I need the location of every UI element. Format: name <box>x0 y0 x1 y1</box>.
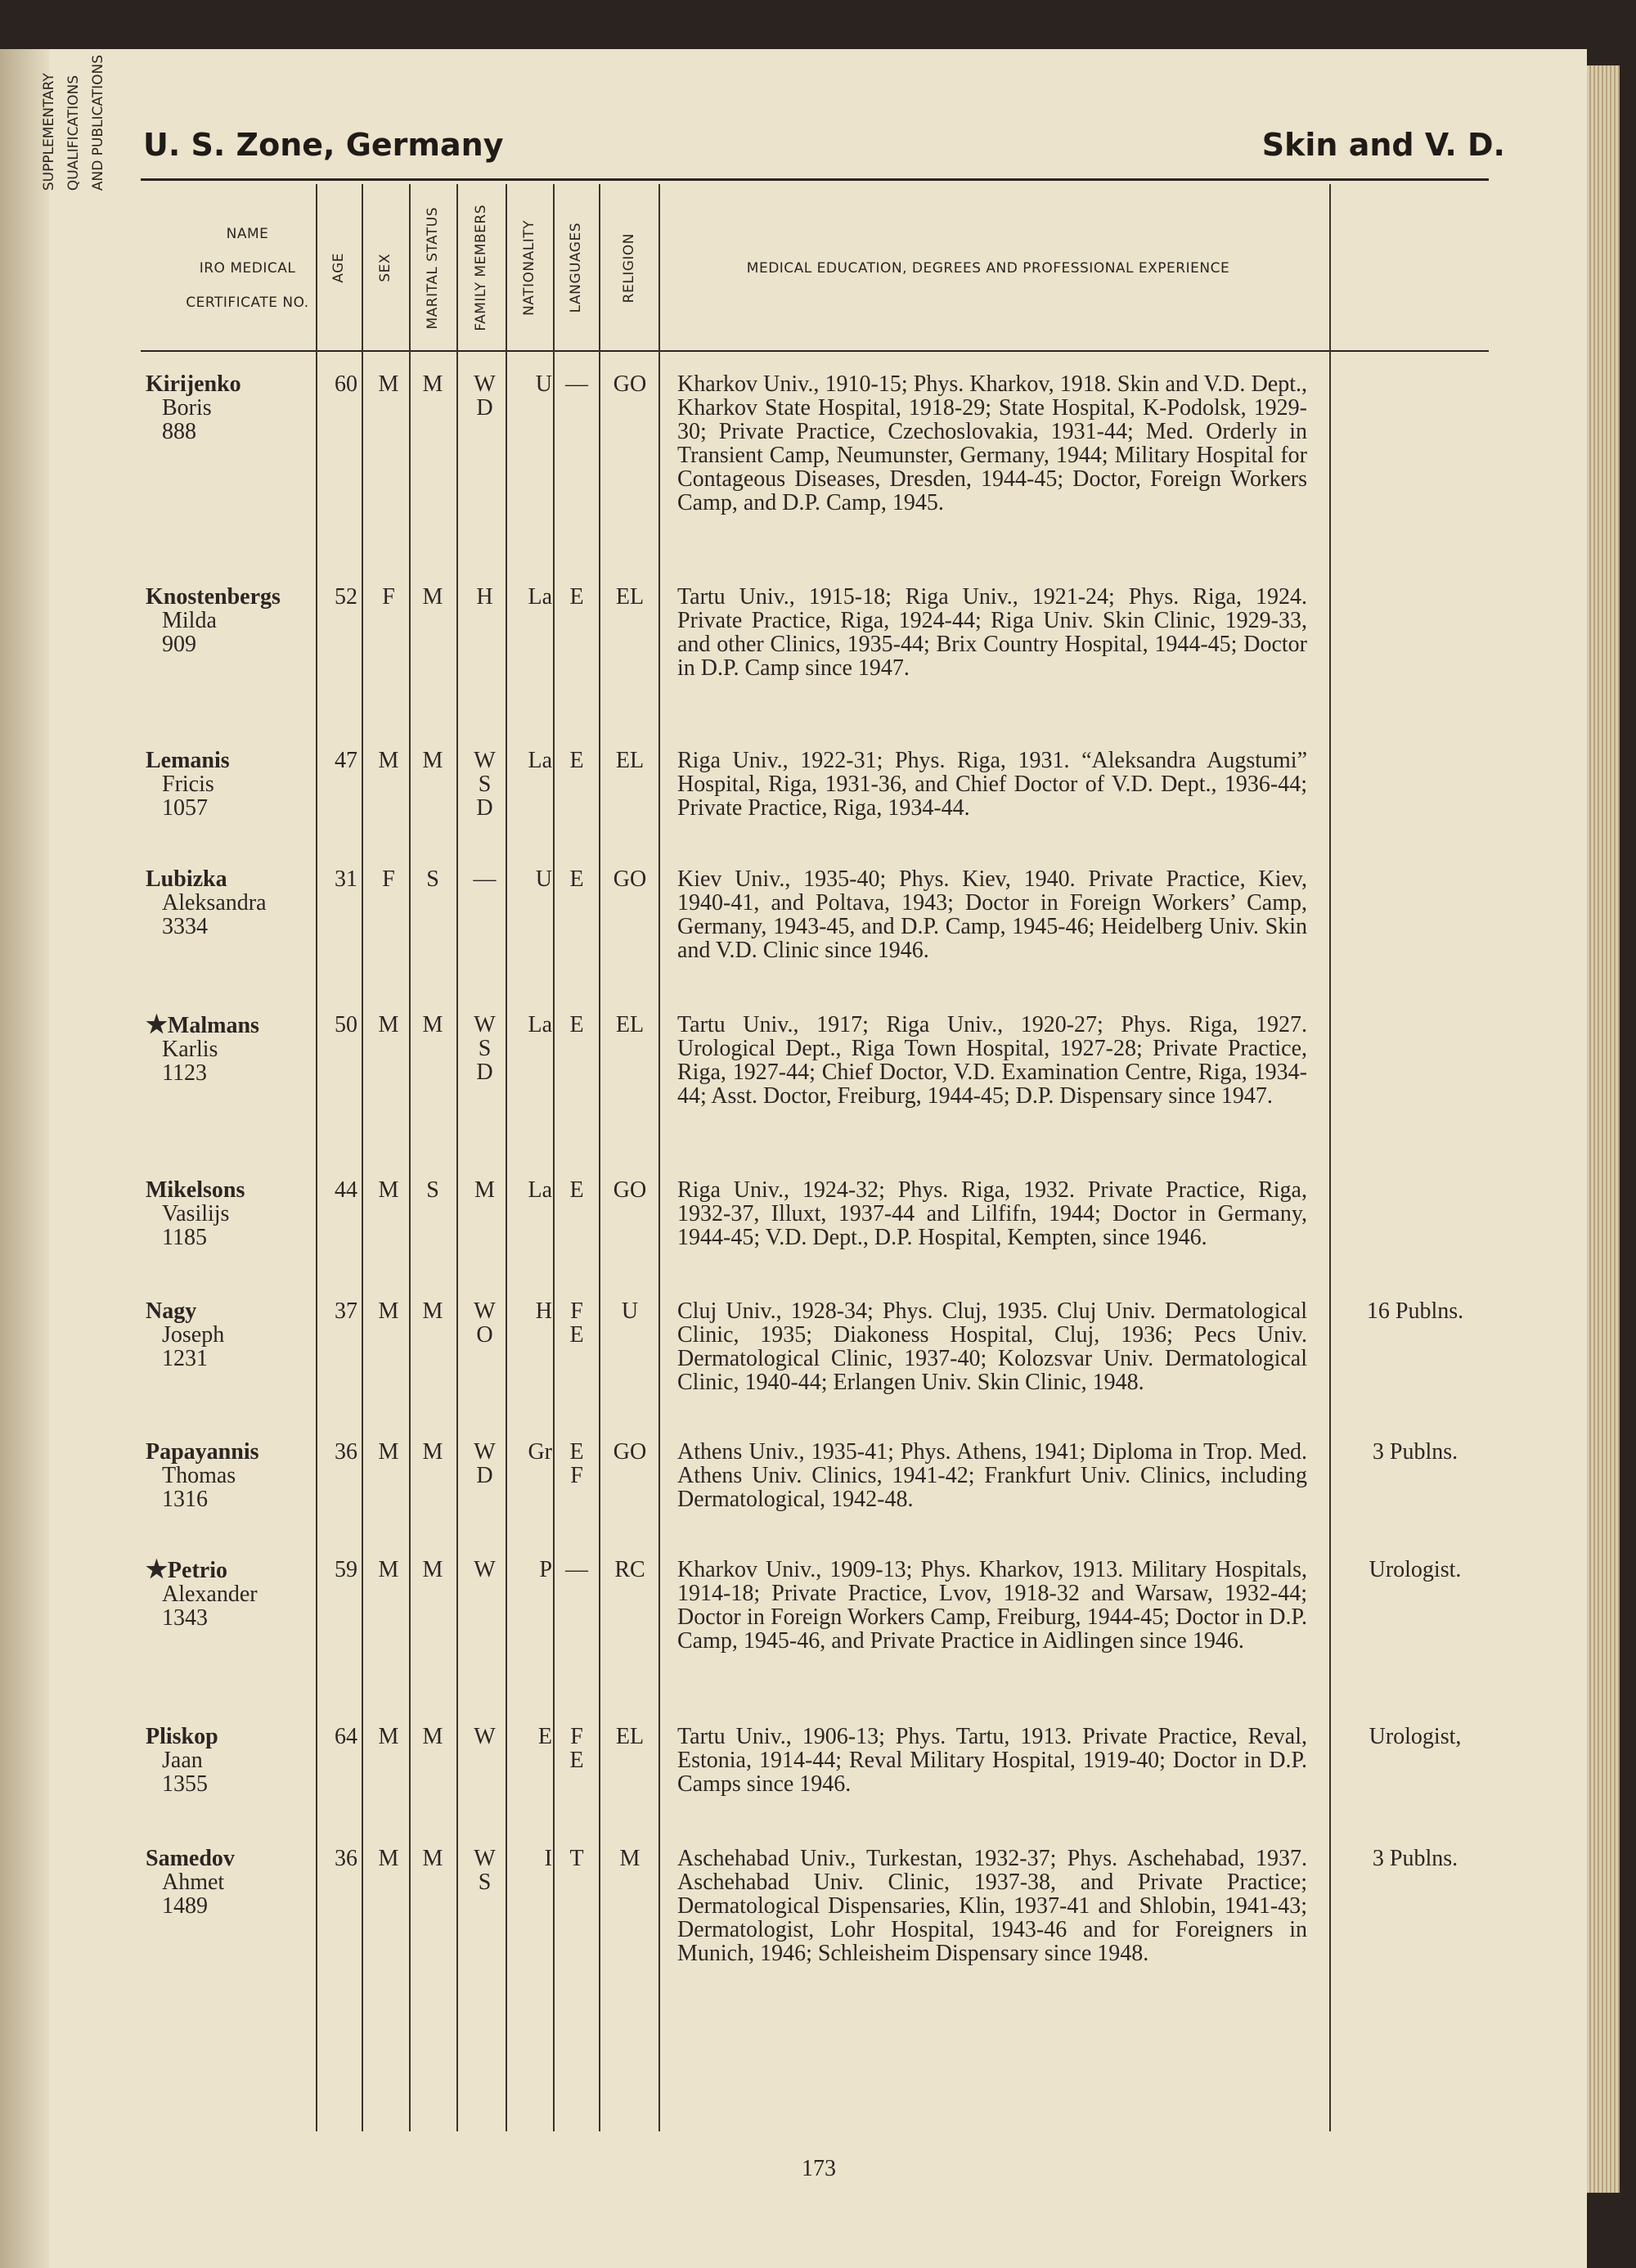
age-cell: 64 <box>335 1724 357 1749</box>
column-rule <box>658 184 660 2131</box>
certificate-number: 1489 <box>162 1893 208 1919</box>
sex-cell: M <box>378 748 399 773</box>
family-members-cell: W <box>474 1724 496 1749</box>
surname: Papayannis <box>146 1439 259 1465</box>
column-rule <box>506 184 507 2131</box>
languages-cell: T <box>569 1846 584 1871</box>
nationality-cell: U <box>535 866 552 892</box>
family-members-cell: W D <box>474 1439 496 1488</box>
given-name: Fricis <box>162 772 214 797</box>
col-header-sex <box>362 192 409 344</box>
sex-cell: M <box>378 1012 399 1037</box>
given-name: Vasilijs <box>162 1201 230 1226</box>
star-icon: ★ <box>146 1011 168 1038</box>
languages-cell: — <box>565 1557 588 1582</box>
column-rule <box>362 184 363 2131</box>
education-cell: Tartu Univ., 1917; Riga Univ., 1920-27; Phys. Riga, 1927. Urological Dept., Riga Town Hospital, 1927-28; Private Practice, Riga, 1927-44; Chief Doctor, V.D. Examination Centre, Riga, 1934-44; Asst. Doctor, Freiburg, 1944-45; D.P. Dispensary since 1947. <box>677 1012 1307 1109</box>
surname: Lubizka <box>146 866 227 892</box>
col-header-marital <box>409 192 456 344</box>
nationality-cell: I <box>544 1846 552 1871</box>
family-members-cell: W <box>474 1557 496 1582</box>
supplementary-cell: 16 Publns. <box>1366 1298 1464 1324</box>
religion-cell: EL <box>615 1724 645 1749</box>
education-cell: Kharkov Univ., 1909-13; Phys. Kharkov, 1913. Military Hospitals, 1914-18; Private Practice, Lvov, 1918-32 and Warsaw, 1932-44; Doctor in Foreign Workers Camp, Freiburg, 1944-45; Doctor in D.P. Camp, 1945-46, and Private Practice in Aidlingen since 1946. <box>677 1557 1307 1654</box>
languages-cell: E <box>569 866 584 892</box>
sex-cell: M <box>378 1724 399 1749</box>
religion-cell: GO <box>613 866 647 892</box>
marital-status-cell: M <box>422 1012 443 1037</box>
religion-cell: U <box>621 1298 639 1324</box>
nationality-cell: H <box>535 1298 552 1324</box>
nationality-cell: E <box>537 1724 552 1749</box>
col-header-marital-label: MARITAL STATUS <box>425 206 441 330</box>
column-rule <box>553 184 555 2131</box>
age-cell: 47 <box>335 748 357 773</box>
col-header-languages <box>553 192 599 344</box>
surname: Mikelsons <box>146 1177 245 1203</box>
marital-status-cell: M <box>422 1439 443 1465</box>
surname: Petrio <box>167 1558 227 1583</box>
sex-cell: F <box>382 866 395 892</box>
col-header-languages-label: LANGUAGES <box>568 223 584 313</box>
education-cell: Riga Univ., 1922-31; Phys. Riga, 1931. “Aleksandra Augstumi” Hospital, Riga, 1931-36, and Chief Doctor of V.D. Dept., 1936-44; Private Practice, Riga, 1934-44. <box>677 748 1307 821</box>
age-cell: 52 <box>335 584 357 610</box>
col-header-age <box>316 192 362 344</box>
column-rule <box>599 184 600 2131</box>
surname: Pliskop <box>146 1724 218 1749</box>
col-header-name-line: IRO MEDICAL <box>199 260 296 277</box>
languages-cell: E F <box>569 1439 584 1488</box>
religion-cell: EL <box>615 584 645 610</box>
col-header-nationality <box>506 192 553 344</box>
languages-cell: F E <box>569 1298 584 1348</box>
header-top-rule <box>141 178 1489 181</box>
family-members-cell: W S D <box>474 1012 496 1085</box>
column-header-rule <box>141 350 1489 352</box>
marital-status-cell: M <box>422 1846 443 1871</box>
sex-cell: M <box>378 1439 399 1465</box>
education-cell: Cluj Univ., 1928-34; Phys. Cluj, 1935. Cluj Univ. Dermatological Clinic, 1935; Diakoness Hospital, Cluj, 1936; Pecs Univ. Dermatological Clinic, 1937-40; Kolozsvar Univ. Dermatological Clinic, 1940-44; Erlangen Univ. Skin Clinic, 1948. <box>677 1298 1307 1395</box>
family-members-cell: W S D <box>474 748 496 821</box>
marital-status-cell: M <box>422 1557 443 1582</box>
certificate-number: 1123 <box>162 1060 207 1086</box>
nationality-cell: U <box>535 371 552 397</box>
col-header-family-label: FAMILY MEMBERS <box>473 205 489 331</box>
given-name: Karlis <box>162 1037 218 1062</box>
nationality-cell: Gr <box>528 1439 552 1465</box>
given-name: Joseph <box>162 1322 225 1348</box>
age-cell: 37 <box>335 1298 357 1324</box>
col-header-name-line: NAME <box>226 226 269 242</box>
nationality-cell: P <box>539 1557 552 1582</box>
family-members-cell: W O <box>474 1298 496 1348</box>
page-edges <box>1587 65 1620 2193</box>
col-header-religion <box>599 192 658 344</box>
marital-status-cell: S <box>426 1177 439 1203</box>
nationality-cell: La <box>528 1012 552 1037</box>
star-icon: ★ <box>146 1556 168 1583</box>
education-cell: Tartu Univ., 1906-13; Phys. Tartu, 1913. Private Practice, Reval, Estonia, 1914-44; Reval Military Hospital, 1919-40; Doctor in D.P. Camps since 1946. <box>677 1724 1307 1797</box>
surname: Nagy <box>146 1298 197 1324</box>
col-header-name-line: CERTIFICATE NO. <box>186 295 309 311</box>
age-cell: 60 <box>335 371 357 397</box>
age-cell: 36 <box>335 1439 357 1465</box>
nationality-cell: La <box>528 584 552 610</box>
supplementary-cell: 3 Publns. <box>1372 1439 1458 1465</box>
sex-cell: F <box>382 584 395 610</box>
certificate-number: 3334 <box>162 914 208 939</box>
languages-cell: E <box>569 584 584 610</box>
certificate-number: 1185 <box>162 1225 207 1250</box>
marital-status-cell: M <box>422 748 443 773</box>
family-members-cell: H <box>476 584 493 610</box>
running-header-right: Skin and V. D. <box>1261 127 1505 163</box>
family-members-cell: W S <box>474 1846 496 1895</box>
sex-cell: M <box>378 1298 399 1324</box>
education-cell: Athens Univ., 1935-41; Phys. Athens, 1941; Diploma in Trop. Med. Athens Univ. Clinics, 1941-42; Frankfurt Univ. Clinics, including Dermatological, 1942-48. <box>677 1439 1307 1512</box>
surname: Knostenbergs <box>146 584 281 610</box>
age-cell: 59 <box>335 1557 357 1582</box>
surname: Kirijenko <box>146 371 241 397</box>
religion-cell: RC <box>614 1557 645 1582</box>
given-name: Boris <box>162 395 212 421</box>
nationality-cell: La <box>528 1177 552 1203</box>
education-cell: Kharkov Univ., 1910-15; Phys. Kharkov, 1918. Skin and V.D. Dept., Kharkov State Hospital, 1918-29; State Hospital, K-Podolsk, 1929-30; Private Practice, Czechoslovakia, 1931-44; Med. Orderly in Transient Camp, Neumunster, Germany, 1944; Military Hospital for Contageous Diseases, Dresden, 1944-45; Doctor, Foreign Workers Camp, and D.P. Camp, 1945. <box>677 371 1307 515</box>
given-name: Aleksandra <box>162 890 267 916</box>
certificate-number: 1057 <box>162 795 208 821</box>
surname: Malmans <box>167 1013 259 1038</box>
given-name: Alexander <box>162 1582 258 1607</box>
page-gutter <box>0 49 49 2268</box>
col-header-religion-label: RELIGION <box>620 232 637 304</box>
marital-status-cell: M <box>422 584 443 610</box>
religion-cell: EL <box>615 1012 645 1037</box>
languages-cell: F E <box>569 1724 584 1773</box>
certificate-number: 1343 <box>162 1605 208 1631</box>
education-cell: Tartu Univ., 1915-18; Riga Univ., 1921-24; Phys. Riga, 1924. Private Practice, Riga, 1924-44; Riga Univ. Skin Clinic, 1929-33, and other Clinics, 1935-44; Brix Country Hospital, 1944-45; Doctor in D.P. Camp since 1947. <box>677 584 1307 681</box>
education-cell: Aschehabad Univ., Turkestan, 1932-37; Phys. Aschehabad, 1937. Aschehabad Univ. Clinic, 1937-38, and Private Practice; Dermatological Dispensaries, Klin, 1937-41 and Shlobin, 1941-43; Dermatologist, Lohr Hospital, 1943-46 and for Foreigners in Munich, 1946; Schleisheim Dispensary since 1948. <box>677 1846 1307 1966</box>
religion-cell: GO <box>613 1439 647 1465</box>
surname: Samedov <box>146 1846 235 1871</box>
family-members-cell: M <box>474 1177 495 1203</box>
col-header-supp-line: SUPPLEMENTARY <box>41 73 57 191</box>
sex-cell: M <box>378 371 399 397</box>
given-name: Thomas <box>162 1463 236 1488</box>
marital-status-cell: M <box>422 1298 443 1324</box>
page-number: 173 <box>802 2156 836 2181</box>
languages-cell: E <box>569 748 584 773</box>
given-name: Milda <box>162 608 217 633</box>
col-header-supplementary-label <box>37 55 110 191</box>
age-cell: 36 <box>335 1846 357 1871</box>
column-rule <box>316 184 317 2131</box>
col-header-supp-line: QUALIFICATIONS <box>65 74 82 191</box>
nationality-cell: La <box>528 748 552 773</box>
supplementary-cell: 3 Publns. <box>1372 1846 1458 1871</box>
supplementary-cell: Urologist, <box>1369 1724 1462 1749</box>
languages-cell: E <box>569 1177 584 1203</box>
family-members-cell: — <box>473 866 497 892</box>
surname: Lemanis <box>146 748 230 773</box>
religion-cell: GO <box>613 1177 647 1203</box>
col-header-education: MEDICAL EDUCATION, DEGREES AND PROFESSIONAL EXPERIENCE <box>746 260 1230 277</box>
certificate-number: 888 <box>162 419 196 444</box>
column-rule <box>456 184 458 2131</box>
religion-cell: EL <box>615 748 645 773</box>
book-page <box>0 49 1587 2268</box>
languages-cell: — <box>565 371 588 397</box>
age-cell: 44 <box>335 1177 357 1203</box>
col-header-family <box>456 192 506 344</box>
family-members-cell: W D <box>474 371 496 421</box>
education-cell: Kiev Univ., 1935-40; Phys. Kiev, 1940. Private Practice, Kiev, 1940-41, and Poltava, 1943; Doctor in Foreign Workers’ Camp, Germany, 1943-45, and D.P. Camp, 1945-46; Heidelberg Univ. Skin and V.D. Clinic since 1946. <box>677 866 1307 963</box>
col-header-nationality-label: NATIONALITY <box>521 220 537 316</box>
given-name: Ahmet <box>162 1870 225 1895</box>
religion-cell: GO <box>613 371 647 397</box>
column-rule <box>1329 184 1331 2131</box>
sex-cell: M <box>378 1177 399 1203</box>
education-cell: Riga Univ., 1924-32; Phys. Riga, 1932. Private Practice, Riga, 1932-37, Illuxt, 1937-44 and Lilfifn, 1944; Doctor in Germany, 1944-45; V.D. Dept., D.P. Hospital, Kempten, since 1946. <box>677 1177 1307 1250</box>
col-header-age-label: AGE <box>330 253 347 283</box>
age-cell: 50 <box>335 1012 357 1037</box>
marital-status-cell: M <box>422 1724 443 1749</box>
age-cell: 31 <box>335 866 357 892</box>
col-header-sex-label: SEX <box>377 254 393 282</box>
certificate-number: 909 <box>162 632 196 657</box>
marital-status-cell: S <box>426 866 439 892</box>
supplementary-cell: Urologist. <box>1369 1557 1462 1582</box>
sex-cell: M <box>378 1557 399 1582</box>
religion-cell: M <box>619 1846 640 1871</box>
certificate-number: 1231 <box>162 1346 208 1371</box>
given-name: Jaan <box>162 1748 203 1773</box>
column-rule <box>409 184 411 2131</box>
certificate-number: 1355 <box>162 1771 208 1797</box>
certificate-number: 1316 <box>162 1487 208 1512</box>
col-header-supp-line: AND PUBLICATIONS <box>90 54 106 191</box>
languages-cell: E <box>569 1012 584 1037</box>
marital-status-cell: M <box>422 371 443 397</box>
running-header-left: U. S. Zone, Germany <box>143 127 504 163</box>
sex-cell: M <box>378 1846 399 1871</box>
